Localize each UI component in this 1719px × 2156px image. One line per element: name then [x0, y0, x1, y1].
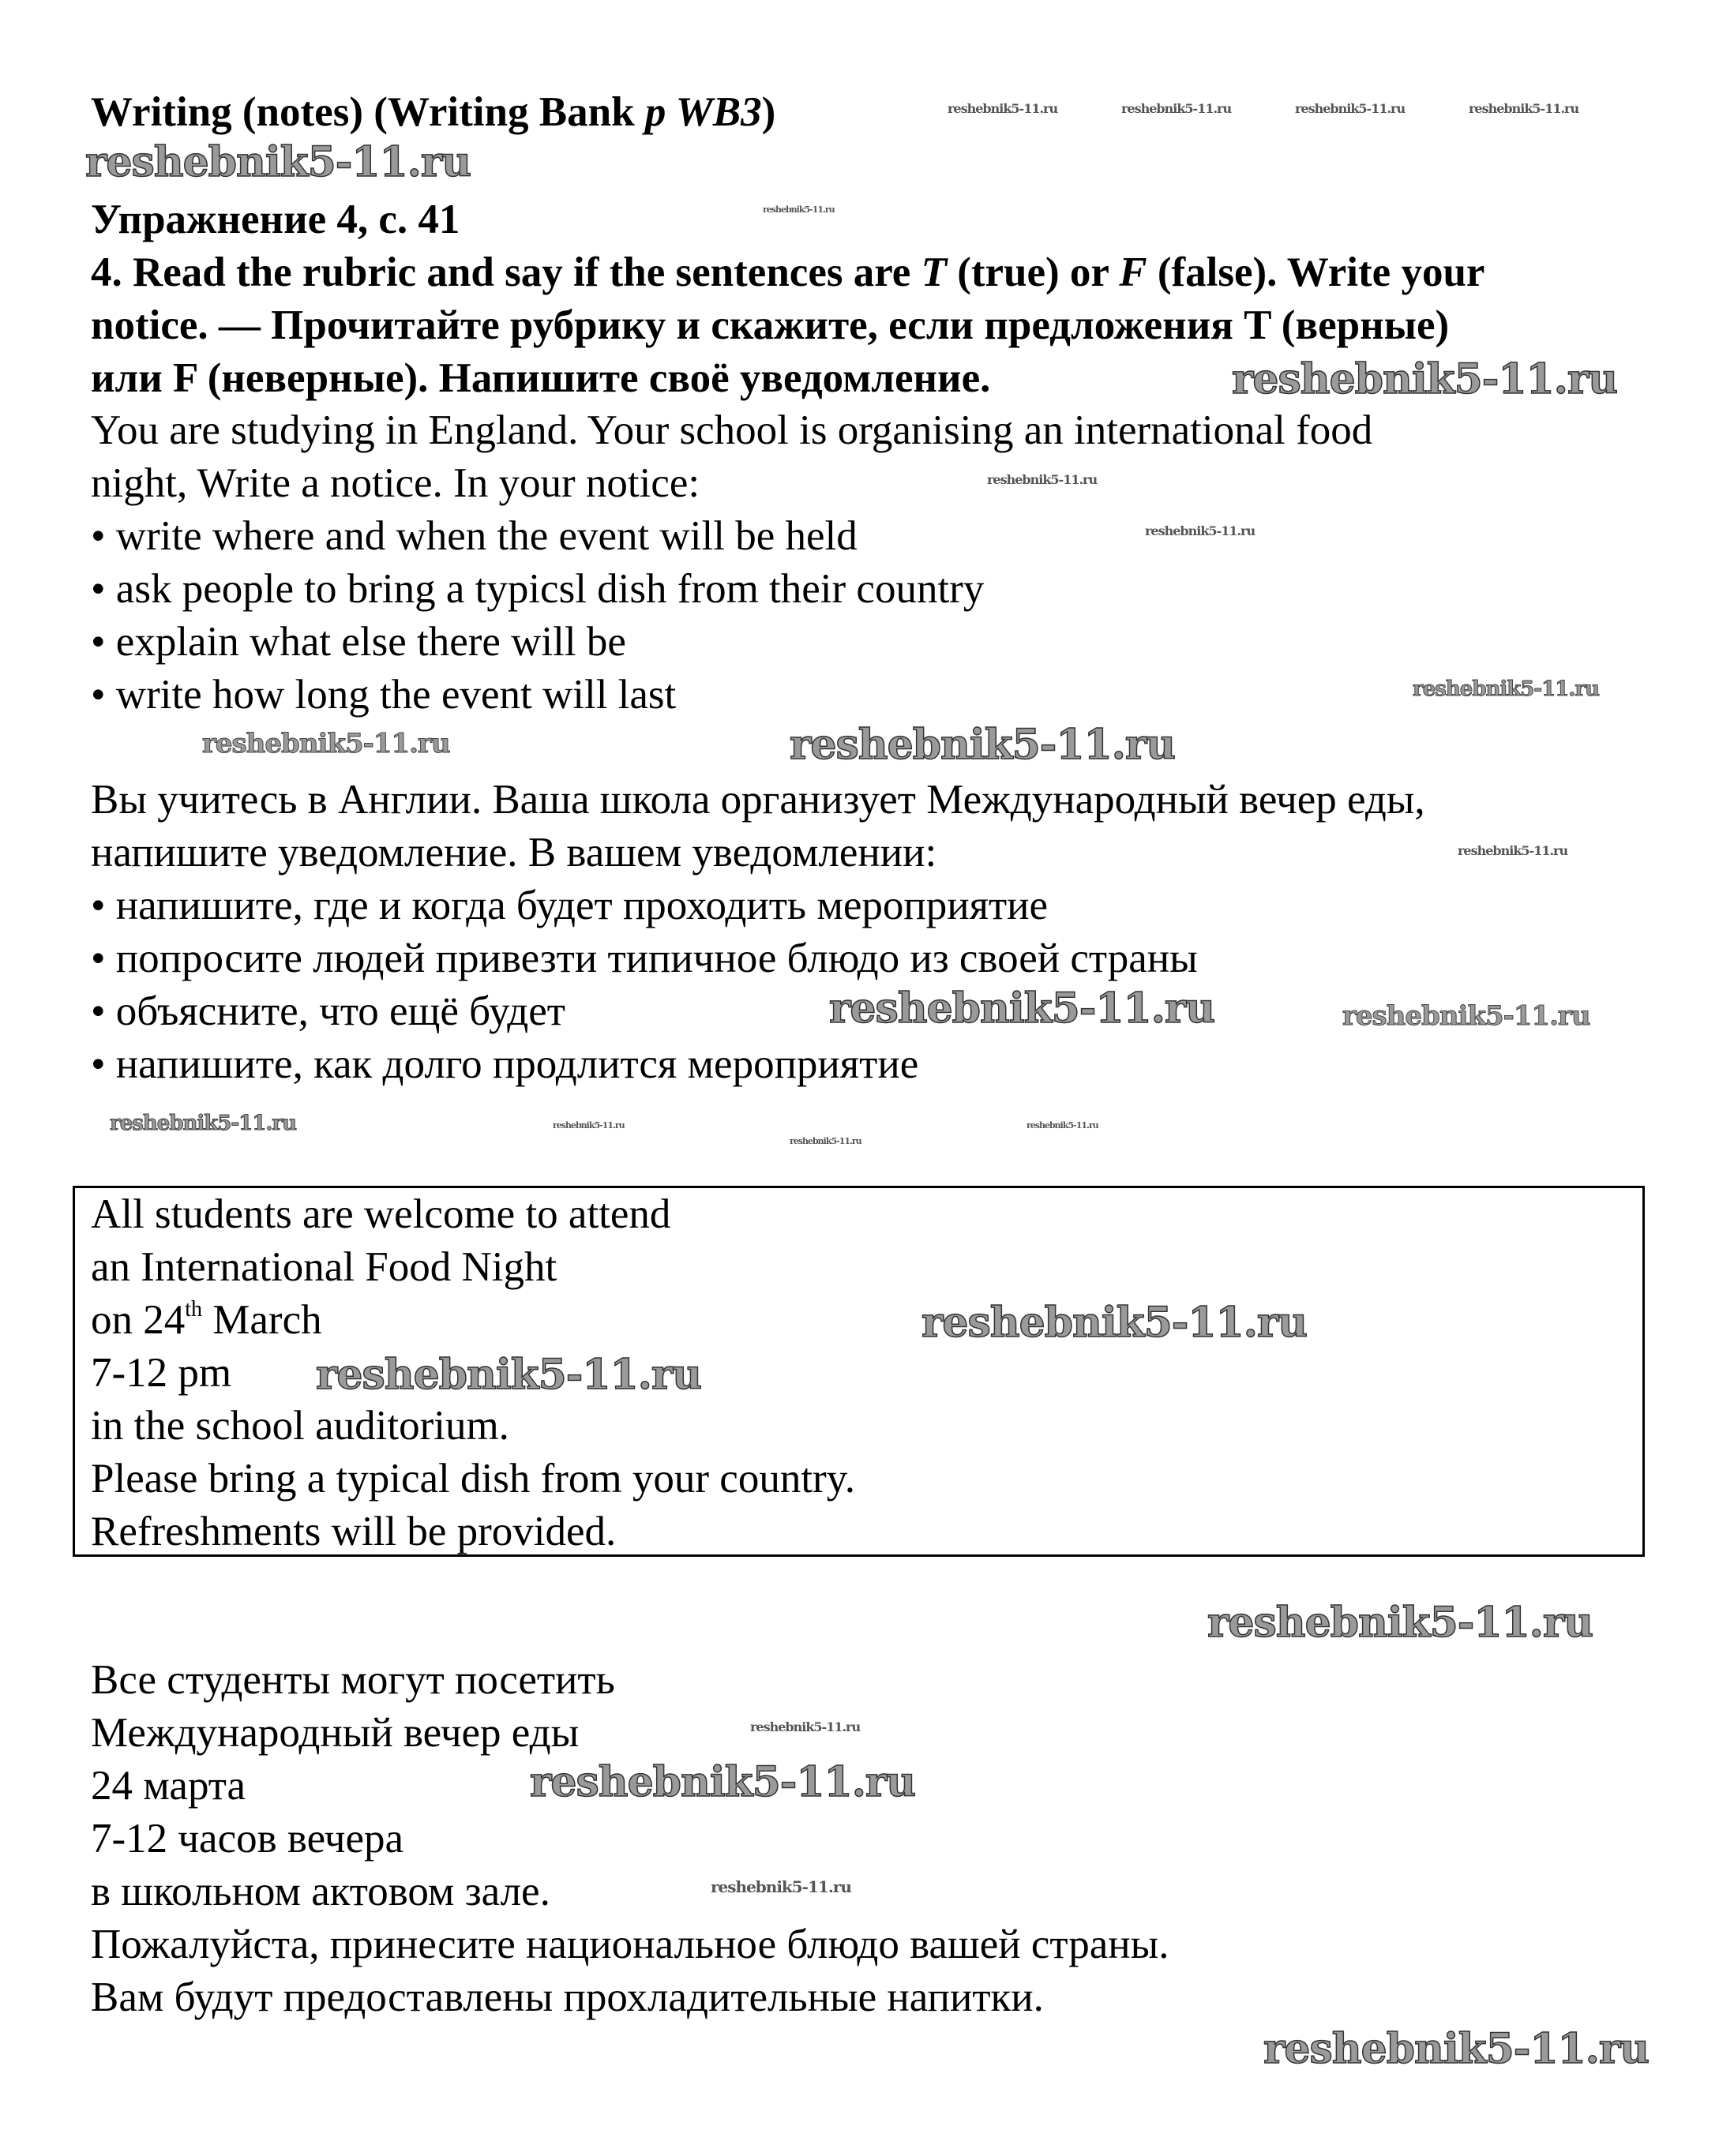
- notice-line: Refreshments will be provided.: [91, 1509, 617, 1554]
- notice-line: in the school auditorium.: [91, 1403, 509, 1449]
- task-line-1: [91, 246, 1484, 299]
- rubric-bullet: • ask people to bring a typicsl dish from their country: [91, 566, 985, 612]
- notice-time: 7-12 pm: [91, 1350, 232, 1396]
- task-t: T: [921, 249, 947, 295]
- rubric-bullet: • write where and when the event will be held: [91, 513, 858, 559]
- notice-line: 7-12 часов вечера: [91, 1816, 403, 1862]
- watermark: reshebnik5-11.ru: [1027, 1120, 1098, 1130]
- watermark: reshebnik5-11.ru: [763, 204, 835, 215]
- watermark: reshebnik5-11.ru: [921, 1299, 1308, 1347]
- rubric-bullet: • explain what else there will be: [91, 619, 626, 665]
- watermark: reshebnik5-11.ru: [1207, 1599, 1593, 1647]
- watermark: reshebnik5-11.ru: [1121, 101, 1232, 116]
- title-page-ref: p WB3: [644, 89, 762, 135]
- watermark: reshebnik5-11.ru: [1458, 843, 1568, 858]
- notice-line: All students are welcome to attend: [91, 1191, 671, 1237]
- rubric-line: напишите уведомление. В вашем уведомлении:: [91, 830, 937, 876]
- task-text: (false). Write your: [1147, 249, 1485, 295]
- watermark: reshebnik5-11.ru: [316, 1351, 702, 1399]
- task-text: (true) or: [946, 249, 1120, 295]
- watermark: reshebnik5-11.ru: [711, 1877, 851, 1896]
- watermark: reshebnik5-11.ru: [530, 1758, 916, 1806]
- rubric-line: You are studying in England. Your school is organising an international food: [91, 407, 1373, 453]
- watermark: reshebnik5-11.ru: [1295, 101, 1406, 116]
- task-line-3: или F (неверные). Напишите своё уведомление.: [91, 355, 991, 401]
- notice-date: [91, 1294, 322, 1347]
- rubric-line: night, Write a notice. In your notice:: [91, 460, 700, 506]
- rubric-bullet: • попросите людей привезти типичное блюдо из своей страны: [91, 936, 1198, 981]
- watermark: reshebnik5-11.ru: [1469, 101, 1579, 116]
- notice-line: Пожалуйста, принесите национальное блюдо вашей страны.: [91, 1922, 1169, 1967]
- notice-line: Международный вечер еды: [91, 1710, 580, 1756]
- notice-line: Вам будут предоставлены прохладительные напитки.: [91, 1974, 1044, 2020]
- rubric-bullet: • напишите, где и когда будет проходить мероприятие: [91, 883, 1049, 928]
- watermark: reshebnik5-11.ru: [1232, 355, 1618, 403]
- notice-line: Все студенты могут посетить: [91, 1657, 615, 1703]
- watermark: reshebnik5-11.ru: [790, 1136, 861, 1146]
- watermark: reshebnik5-11.ru: [1263, 2025, 1650, 2073]
- watermark: reshebnik5-11.ru: [85, 138, 471, 186]
- task-line-2: notice. — Прочитайте рубрику и скажите, если предложения T (верные): [91, 302, 1450, 348]
- date-text: on 24: [91, 1297, 186, 1343]
- watermark: reshebnik5-11.ru: [987, 472, 1098, 487]
- watermark: reshebnik5-11.ru: [1145, 523, 1255, 538]
- watermark: reshebnik5-11.ru: [1342, 1000, 1590, 1032]
- exercise-heading: Упражнение 4, с. 41: [91, 197, 460, 242]
- watermark: reshebnik5-11.ru: [790, 721, 1176, 769]
- notice-line: в школьном актовом зале.: [91, 1869, 550, 1914]
- watermark: reshebnik5-11.ru: [750, 1719, 861, 1734]
- task-f: F: [1119, 249, 1147, 295]
- page-title: [91, 86, 775, 139]
- notice-line: 24 марта: [91, 1763, 246, 1809]
- watermark: reshebnik5-11.ru: [553, 1120, 625, 1130]
- date-suffix: th: [185, 1297, 203, 1322]
- title-text: Writing (notes) (Writing Bank: [91, 89, 645, 135]
- watermark: reshebnik5-11.ru: [1413, 677, 1600, 701]
- rubric-line: Вы учитесь в Англии. Ваша школа организует Международный вечер еды,: [91, 777, 1425, 823]
- notice-line: an International Food Night: [91, 1244, 557, 1290]
- watermark: reshebnik5-11.ru: [829, 984, 1215, 1033]
- task-text: 4. Read the rubric and say if the sentences are: [91, 249, 921, 295]
- rubric-bullet: • напишите, как долго продлится мероприятие: [91, 1041, 919, 1087]
- watermark: reshebnik5-11.ru: [110, 1112, 297, 1135]
- date-month: March: [202, 1297, 322, 1343]
- watermark: reshebnik5-11.ru: [202, 728, 450, 759]
- rubric-bullet: • write how long the event will last: [91, 672, 677, 718]
- watermark: reshebnik5-11.ru: [948, 101, 1058, 116]
- rubric-bullet: • объясните, что ещё будет: [91, 988, 565, 1034]
- title-suffix: ): [761, 89, 776, 135]
- notice-line: Please bring a typical dish from your country.: [91, 1456, 856, 1502]
